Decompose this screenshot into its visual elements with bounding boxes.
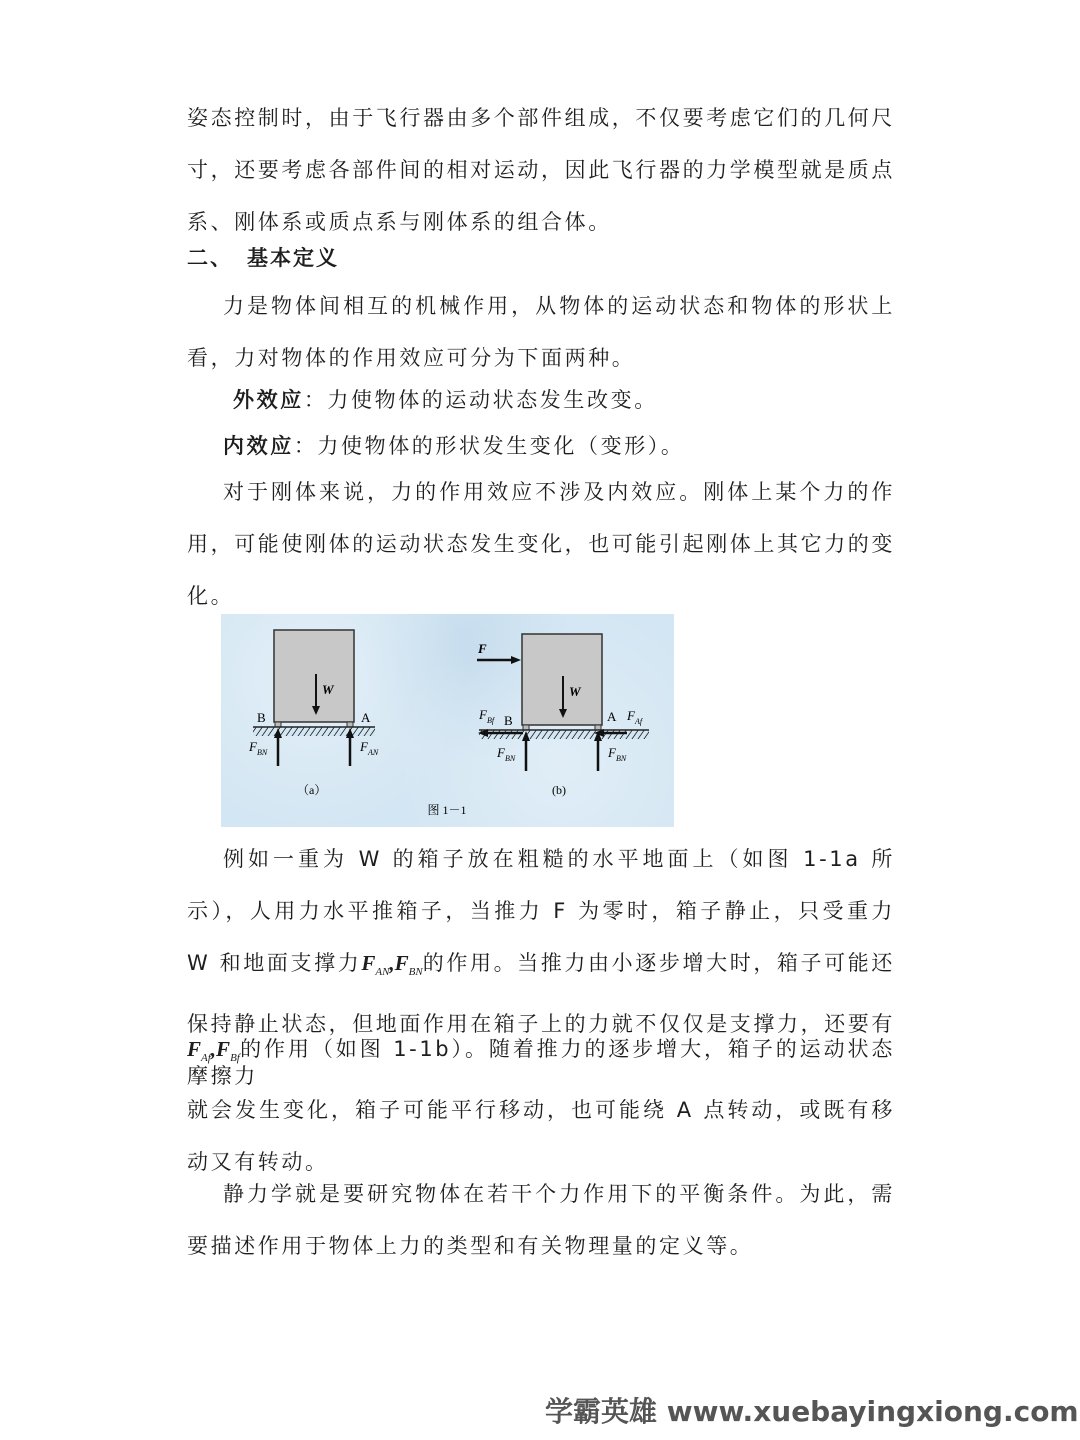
subfigure-label-b: (b) — [552, 783, 566, 797]
section-title: 基本定义 — [247, 246, 339, 270]
paragraph-statics: 静力学就是要研究物体在若干个力作用下的平衡条件。为此，需要描述作用于物体上力的类型和有关物理量的定义等。 — [187, 1182, 895, 1258]
weight-label-b: W — [569, 684, 581, 699]
symbol-fbf: $F_{Bf}$ — [216, 1037, 240, 1065]
figure-1-1 — [221, 614, 674, 827]
faf-label-b: $F_{Af}$ — [627, 708, 643, 726]
fbf-label-b: $F_{Bf}$ — [479, 707, 495, 725]
paragraph-rigid-body: 对于刚体来说，力的作用效应不涉及内效应。刚体上某个力的作用，可能使刚体的运动状态发生变化，也可能引起刚体上其它力的变化。 — [187, 480, 895, 608]
force-diagram — [221, 614, 674, 827]
point-a-b: A — [607, 709, 617, 724]
symbol-comma: , — [389, 951, 395, 975]
point-b-a: B — [257, 710, 266, 725]
symbol-faf: $F_{Af}$ — [187, 1037, 211, 1065]
paragraph-attitude-control: 姿态控制时，由于飞行器由多个部件组成，不仅要考虑它们的几何尺寸，还要考虑各部件间的相对运动，因此飞行器的力学模型就是质点系、刚体系或质点系与刚体系的组合体。 — [187, 106, 895, 234]
point-b-b: B — [504, 713, 513, 728]
paragraph-internal-effect — [187, 420, 895, 472]
friction-text: 的作用（如图 1-1b）。随着推力的逐步增大，箱子的运动状态就会发生变化，箱子可能平行移动，也可能绕 A 点转动，或既有移动又有转动。 — [187, 1037, 895, 1175]
fbn2-label-b: $F_{BN}$ — [608, 745, 627, 763]
paragraph-force-definition: 力是物体间相互的机械作用，从物体的运动状态和物体的形状上看，力对物体的作用效应可分为下面两种。 — [187, 294, 895, 370]
paragraph-external-effect — [187, 374, 895, 426]
ground-a — [253, 727, 375, 736]
external-effect-text: ：力使物体的运动状态发生改变。 — [303, 388, 658, 412]
paragraph-friction — [187, 1023, 895, 1188]
subfigure-label-a: （a） — [297, 783, 327, 797]
fan-label-a: $F_{AN}$ — [360, 739, 379, 757]
fbn-label-b: $F_{BN}$ — [497, 745, 516, 763]
symbol-fbn: $F_{BN}$ — [394, 951, 423, 979]
symbol-fan: $F_{AN}$ — [361, 951, 390, 979]
example-text-2: 的作用。当推力由小逐步增大时，箱子可能还保持静止状态，但地面作用在箱子上的力就不仅仅是支撑力，还要有摩擦力 — [187, 951, 895, 1089]
symbol-comma-2: , — [210, 1037, 217, 1061]
footer-watermark: 学霸英雄 www.xuebayingxiong.com — [545, 1395, 1079, 1428]
internal-effect-text: ：力使物体的形状发生变化（变形）。 — [293, 434, 685, 458]
fbn-label-a: $F_{BN}$ — [249, 739, 268, 757]
figure-caption: 图 1－1 — [427, 803, 467, 817]
external-effect-term: 外效应 — [233, 388, 304, 412]
internal-effect-term: 内效应 — [223, 434, 294, 458]
section-number: 二、 — [187, 246, 233, 270]
ground-b — [479, 730, 649, 739]
point-a-a: A — [361, 710, 371, 725]
weight-label-a: W — [322, 682, 334, 697]
section-heading — [187, 232, 895, 284]
push-label-b: F — [478, 641, 487, 656]
example-text-1: 例如一重为 W 的箱子放在粗糙的水平地面上（如图 1-1a 所示），人用力水平推箱子，当推力 F 为零时，箱子静止，只受重力 W 和地面支撑力 — [187, 847, 895, 975]
